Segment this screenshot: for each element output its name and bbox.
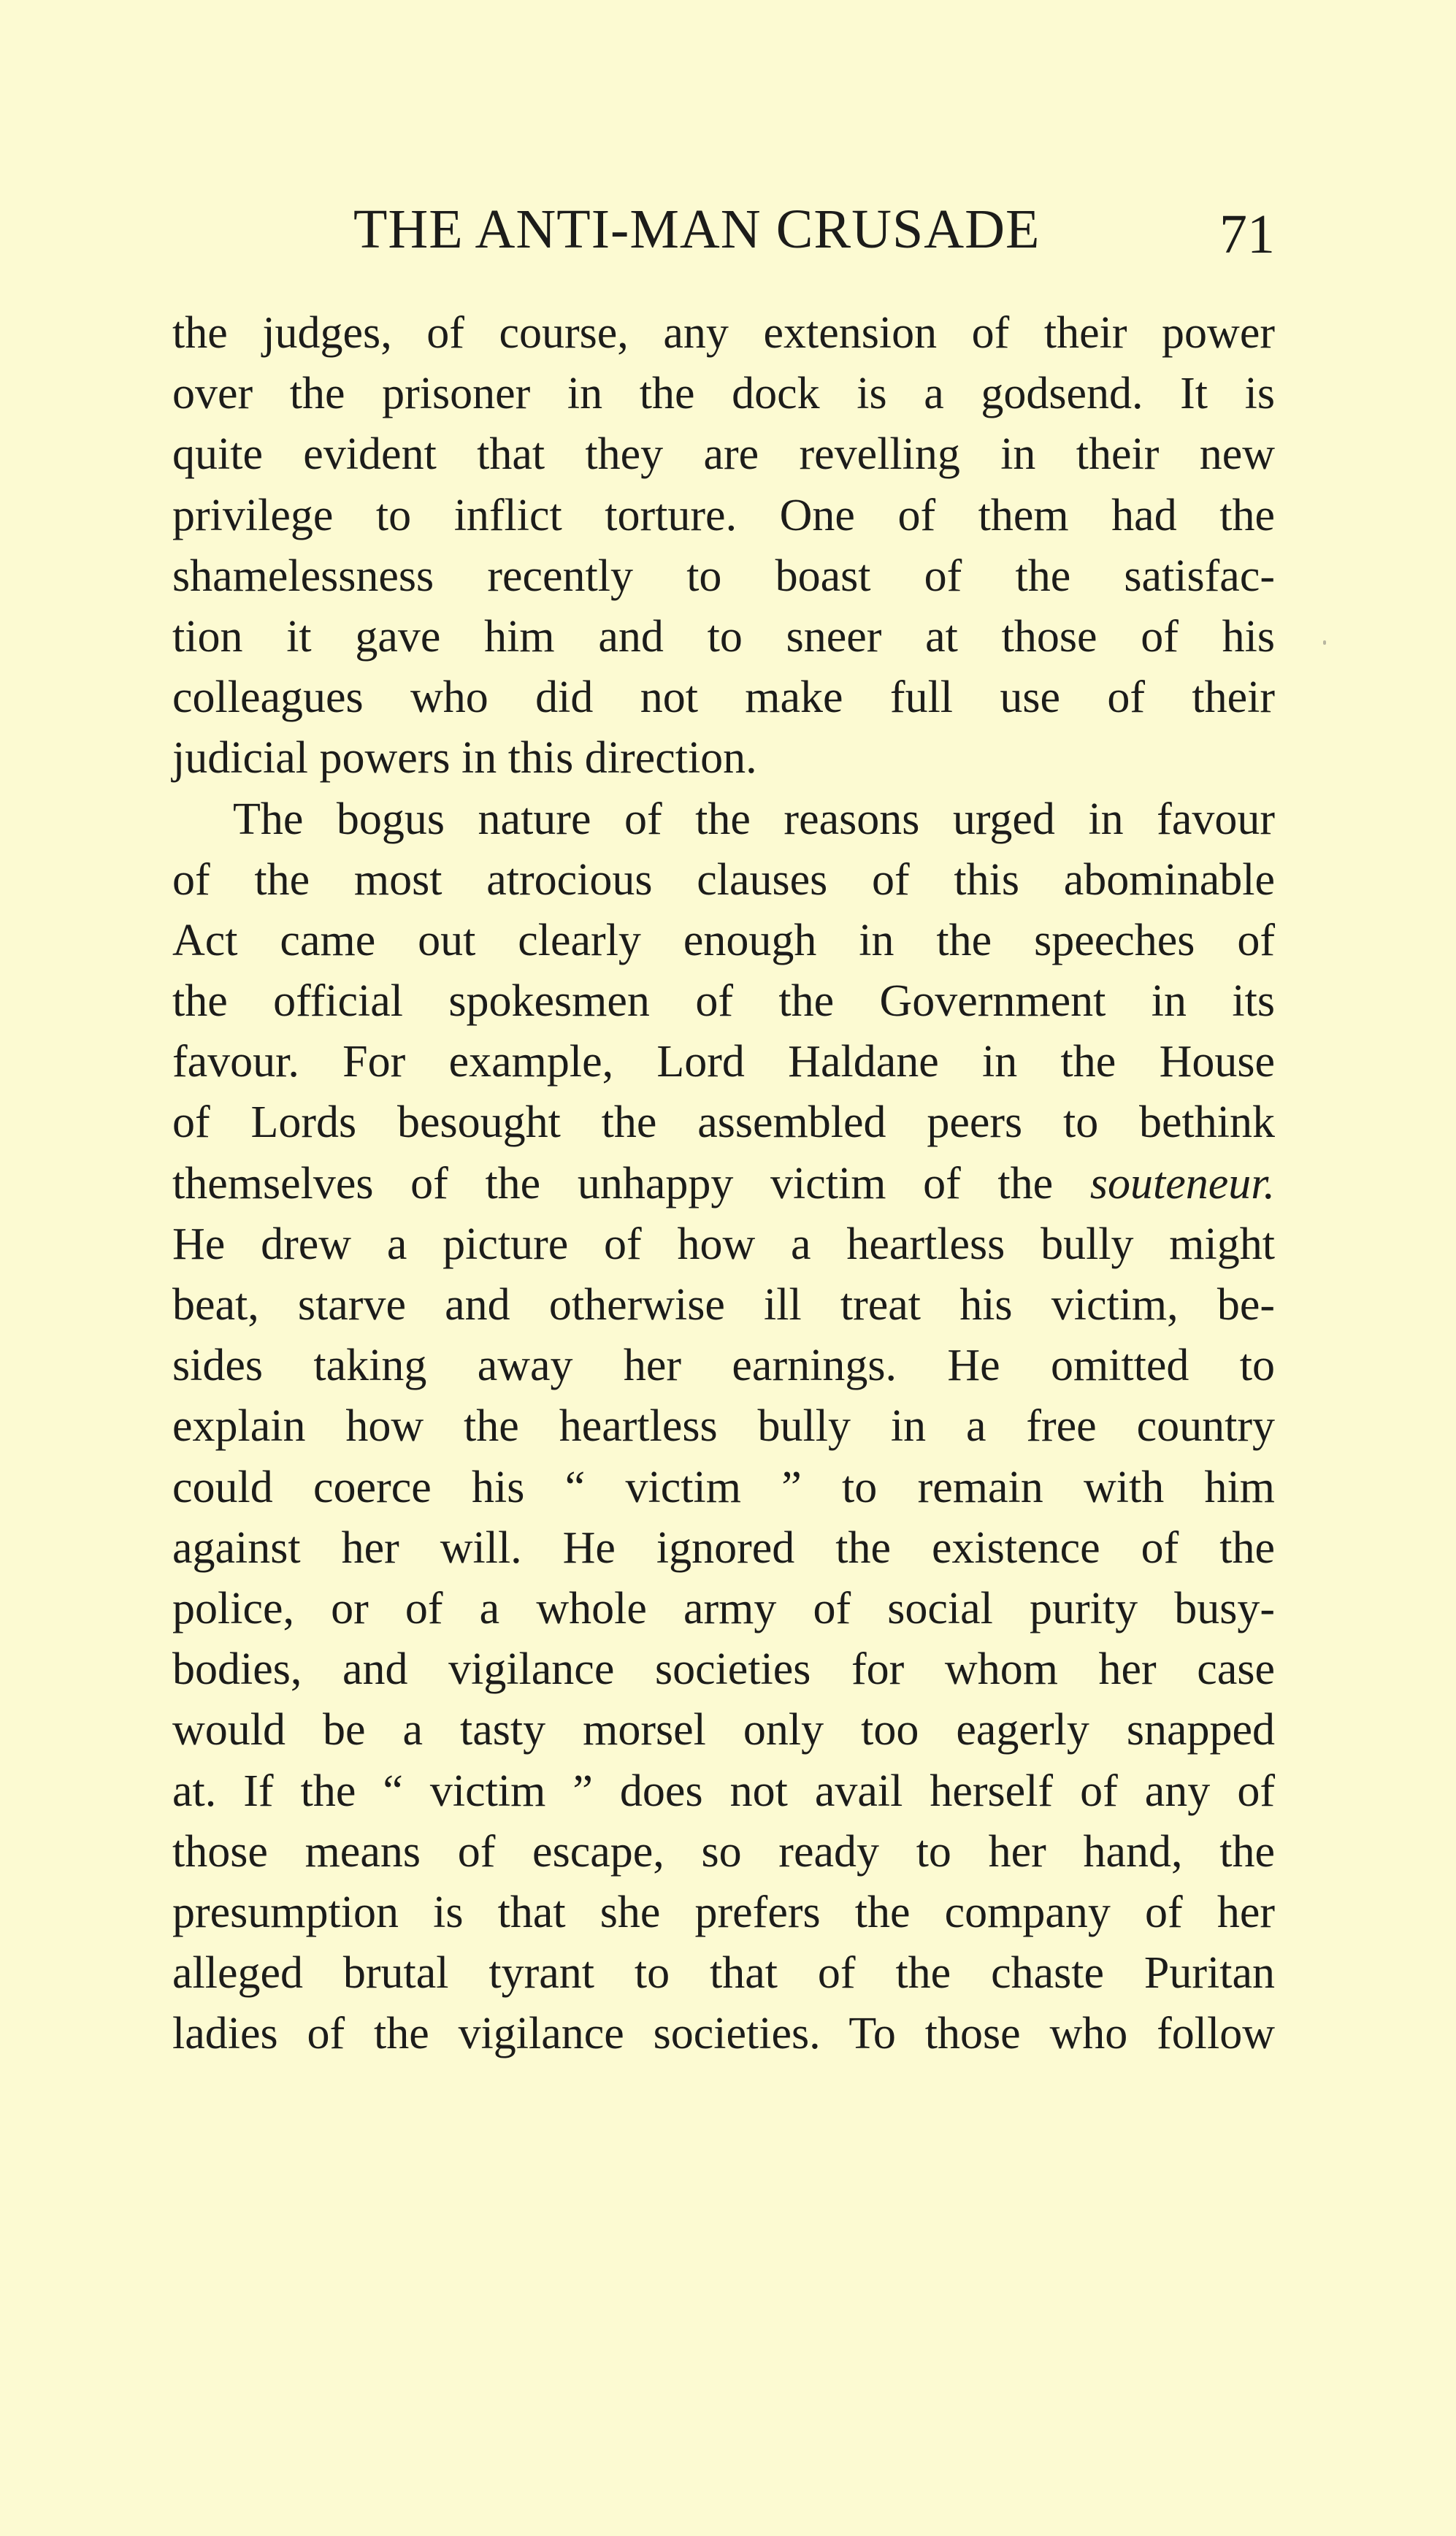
text-line: The bogus nature of the reasons urged in favour: [233, 794, 1275, 844]
text-line: of the most atrocious clauses of this abominable: [172, 854, 1275, 905]
text-line: favour. For example, Lord Haldane in the House: [172, 1037, 1275, 1087]
text-line: the official spokesmen of the Government in its: [172, 976, 1275, 1027]
text-line: tion it gave him and to sneer at those of his: [172, 611, 1275, 662]
text-line: of Lords besought the assembled peers to bethink: [172, 1097, 1275, 1148]
text-line: presumption is that she prefers the company of her: [172, 1887, 1275, 1937]
paper-speck: [1323, 640, 1326, 645]
text-line: sides taking away her earnings. He omitted to: [172, 1341, 1275, 1391]
text-line: against her will. He ignored the existence of the: [172, 1522, 1275, 1573]
text-line: He drew a picture of how a heartless bully might: [172, 1219, 1275, 1269]
text-line: alleged brutal tyrant to that of the chaste Puritan: [172, 1948, 1275, 1999]
text-line: beat, starve and otherwise ill treat his victim, be-: [172, 1280, 1275, 1330]
text-line: shamelessness recently to boast of the satisfac-: [172, 551, 1275, 601]
running-head: THE ANTI-MAN CRUSADE: [353, 199, 1041, 260]
text-line: those means of escape, so ready to her hand, the: [172, 1826, 1275, 1877]
text-line: privilege to inflict torture. One of them had the: [172, 490, 1275, 540]
text-line: the judges, of course, any extension of their power: [172, 308, 1275, 358]
text-line: quite evident that they are revelling in their new: [172, 429, 1275, 480]
text-line: over the prisoner in the dock is a godsend. It is: [172, 369, 1275, 419]
text-line: at. If the “ victim ” does not avail herself of any of: [172, 1766, 1275, 1816]
text-line: ladies of the vigilance societies. To those who follow: [172, 2009, 1275, 2059]
text-line: Act came out clearly enough in the speeches of: [172, 915, 1275, 965]
text-line: could coerce his “ victim ” to remain with him: [172, 1462, 1275, 1512]
text-line: would be a tasty morsel only too eagerly snapped: [172, 1705, 1275, 1755]
body-text: [172, 303, 1275, 2064]
text-line: judicial powers in this direction.: [172, 733, 757, 784]
italic-word: souteneur.: [1089, 1158, 1276, 1208]
text-line: police, or of a whole army of social purity busy-: [172, 1583, 1275, 1633]
text-line: bodies, and vigilance societies for whom her case: [172, 1644, 1275, 1695]
page-number: 71: [1219, 204, 1275, 265]
text-line: themselves of the unhappy victim of the: [172, 1158, 1054, 1208]
text-line-with-italic: [172, 1154, 1275, 1214]
text-line: colleagues who did not make full use of their: [172, 673, 1275, 723]
text-line: explain how the heartless bully in a free country: [172, 1401, 1275, 1452]
